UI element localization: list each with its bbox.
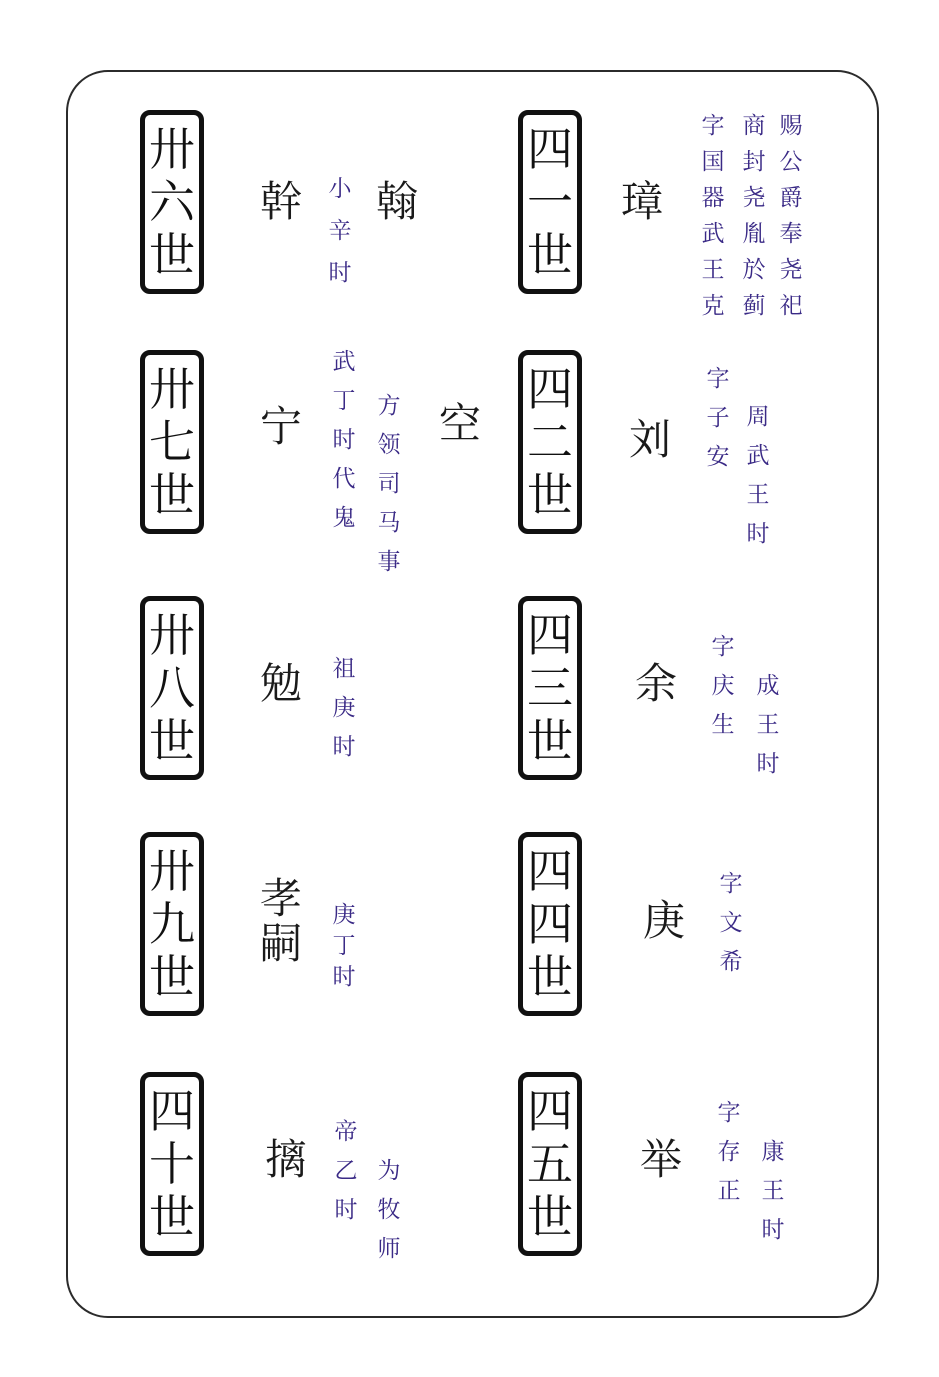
note-char: 事: [377, 549, 401, 575]
note-char: 子: [706, 405, 730, 431]
gen-char: 九: [149, 897, 195, 951]
gen-char: 八: [149, 661, 195, 715]
note-char: 尧: [742, 185, 766, 211]
note-char: 祀: [779, 293, 803, 319]
note-char: 为: [377, 1158, 401, 1184]
person-name: 翰: [375, 177, 418, 226]
note-char: 周: [746, 404, 770, 430]
note-column: [704, 360, 732, 477]
note-column: [330, 343, 358, 538]
note-char: 乙: [334, 1158, 358, 1184]
note-char: 时: [332, 734, 356, 760]
note-char: 小: [328, 176, 352, 202]
generation-label-41: [518, 110, 582, 294]
note-char: 武: [746, 443, 770, 469]
gen-char: 四: [527, 608, 573, 662]
note-char: 庚: [332, 695, 356, 721]
gen-char: 世: [527, 468, 573, 522]
gen-char: 四: [527, 897, 573, 951]
person-name: 嗣: [259, 919, 302, 968]
note-char: 希: [719, 949, 743, 975]
note-char: 成: [756, 673, 780, 699]
note-column: [754, 667, 782, 784]
gen-char: 世: [149, 950, 195, 1004]
note-char: 时: [334, 1197, 358, 1223]
note-char: 时: [756, 751, 780, 777]
note-column: [715, 1094, 743, 1211]
gen-char: 四: [527, 122, 573, 176]
note-column: [332, 1113, 360, 1230]
note-column: [744, 398, 772, 554]
note-char: 丁: [332, 933, 356, 959]
note-column: [330, 900, 358, 993]
note-char: 存: [717, 1139, 741, 1165]
person-name: 空: [438, 399, 481, 448]
gen-char: 六: [149, 175, 195, 229]
note-char: 文: [719, 910, 743, 936]
note-char: 字: [701, 113, 725, 139]
note-char: 辛: [328, 218, 352, 244]
note-char: 武: [701, 221, 725, 247]
note-column: [709, 628, 737, 745]
person-name: 刘: [628, 415, 671, 464]
generation-label-42: [518, 350, 582, 534]
note-column: [375, 1152, 403, 1269]
note-column: [717, 865, 745, 982]
note-char: 时: [761, 1217, 785, 1243]
note-column: [326, 168, 354, 294]
note-char: 王: [701, 257, 725, 283]
gen-char: 世: [527, 714, 573, 768]
note-char: 王: [761, 1178, 785, 1204]
person-name: 勉: [259, 659, 302, 708]
note-char: 时: [328, 260, 352, 286]
note-column: [777, 108, 805, 324]
note-char: 字: [711, 634, 735, 660]
note-char: 方: [377, 393, 401, 419]
note-char: 师: [377, 1236, 401, 1262]
person-name: 宁: [259, 402, 302, 451]
note-char: 国: [701, 149, 725, 175]
gen-char: 世: [527, 228, 573, 282]
generation-label-38: [140, 596, 204, 780]
generation-label-37: [140, 350, 204, 534]
gen-char: 十: [149, 1137, 195, 1191]
note-char: 封: [742, 149, 766, 175]
note-char: 时: [332, 427, 356, 453]
note-char: 生: [711, 712, 735, 738]
note-char: 字: [717, 1100, 741, 1126]
note-char: 庚: [332, 902, 356, 928]
gen-char: 四: [527, 844, 573, 898]
note-char: 正: [717, 1178, 741, 1204]
person-name: 举: [639, 1135, 682, 1184]
note-column: [699, 108, 727, 324]
generation-label-39: [140, 832, 204, 1016]
generation-label-45: [518, 1072, 582, 1256]
gen-char: 二: [527, 415, 573, 469]
gen-char: 一: [527, 175, 573, 229]
note-column: [740, 108, 768, 324]
note-char: 公: [779, 149, 803, 175]
note-char: 祖: [332, 656, 356, 682]
note-char: 武: [332, 349, 356, 375]
note-char: 爵: [779, 185, 803, 211]
gen-char: 卅: [149, 122, 195, 176]
note-char: 安: [706, 444, 730, 470]
note-char: 赐: [779, 113, 803, 139]
note-char: 字: [719, 871, 743, 897]
person-name: 摛: [264, 1135, 307, 1184]
person-name: 庚: [642, 896, 685, 945]
note-char: 时: [746, 521, 770, 547]
note-char: 奉: [779, 221, 803, 247]
gen-char: 四: [149, 1084, 195, 1138]
note-char: 康: [761, 1139, 785, 1165]
gen-char: 四: [527, 1084, 573, 1138]
gen-char: 三: [527, 661, 573, 715]
note-char: 庆: [711, 673, 735, 699]
gen-char: 五: [527, 1137, 573, 1191]
note-char: 王: [746, 482, 770, 508]
person-name: 余: [634, 659, 677, 708]
note-char: 代: [332, 466, 356, 492]
generation-label-36: [140, 110, 204, 294]
gen-char: 世: [149, 714, 195, 768]
note-char: 鬼: [332, 505, 356, 531]
note-char: 时: [332, 964, 356, 990]
generation-label-43: [518, 596, 582, 780]
note-char: 牧: [377, 1197, 401, 1223]
note-char: 马: [377, 510, 401, 536]
person-name: 璋: [620, 177, 663, 226]
note-column: [375, 387, 403, 582]
note-char: 尧: [779, 257, 803, 283]
note-char: 於: [742, 257, 766, 283]
gen-char: 四: [527, 362, 573, 416]
note-char: 领: [377, 432, 401, 458]
note-column: [330, 650, 358, 767]
note-column: [759, 1133, 787, 1250]
gen-char: 世: [527, 1190, 573, 1244]
person-name: 孝: [259, 874, 302, 923]
gen-char: 世: [149, 468, 195, 522]
note-char: 王: [756, 712, 780, 738]
person-name: 幹: [259, 177, 302, 226]
generation-label-40: [140, 1072, 204, 1256]
gen-char: 世: [149, 228, 195, 282]
note-char: 商: [742, 113, 766, 139]
note-char: 司: [377, 471, 401, 497]
generation-label-44: [518, 832, 582, 1016]
gen-char: 卅: [149, 362, 195, 416]
note-char: 克: [701, 293, 725, 319]
gen-char: 卅: [149, 844, 195, 898]
note-char: 蓟: [742, 293, 766, 319]
gen-char: 世: [527, 950, 573, 1004]
gen-char: 七: [149, 415, 195, 469]
note-char: 胤: [742, 221, 766, 247]
note-char: 丁: [332, 388, 356, 414]
note-char: 器: [701, 185, 725, 211]
gen-char: 世: [149, 1190, 195, 1244]
note-char: 帝: [334, 1119, 358, 1145]
note-char: 字: [706, 366, 730, 392]
gen-char: 卅: [149, 608, 195, 662]
